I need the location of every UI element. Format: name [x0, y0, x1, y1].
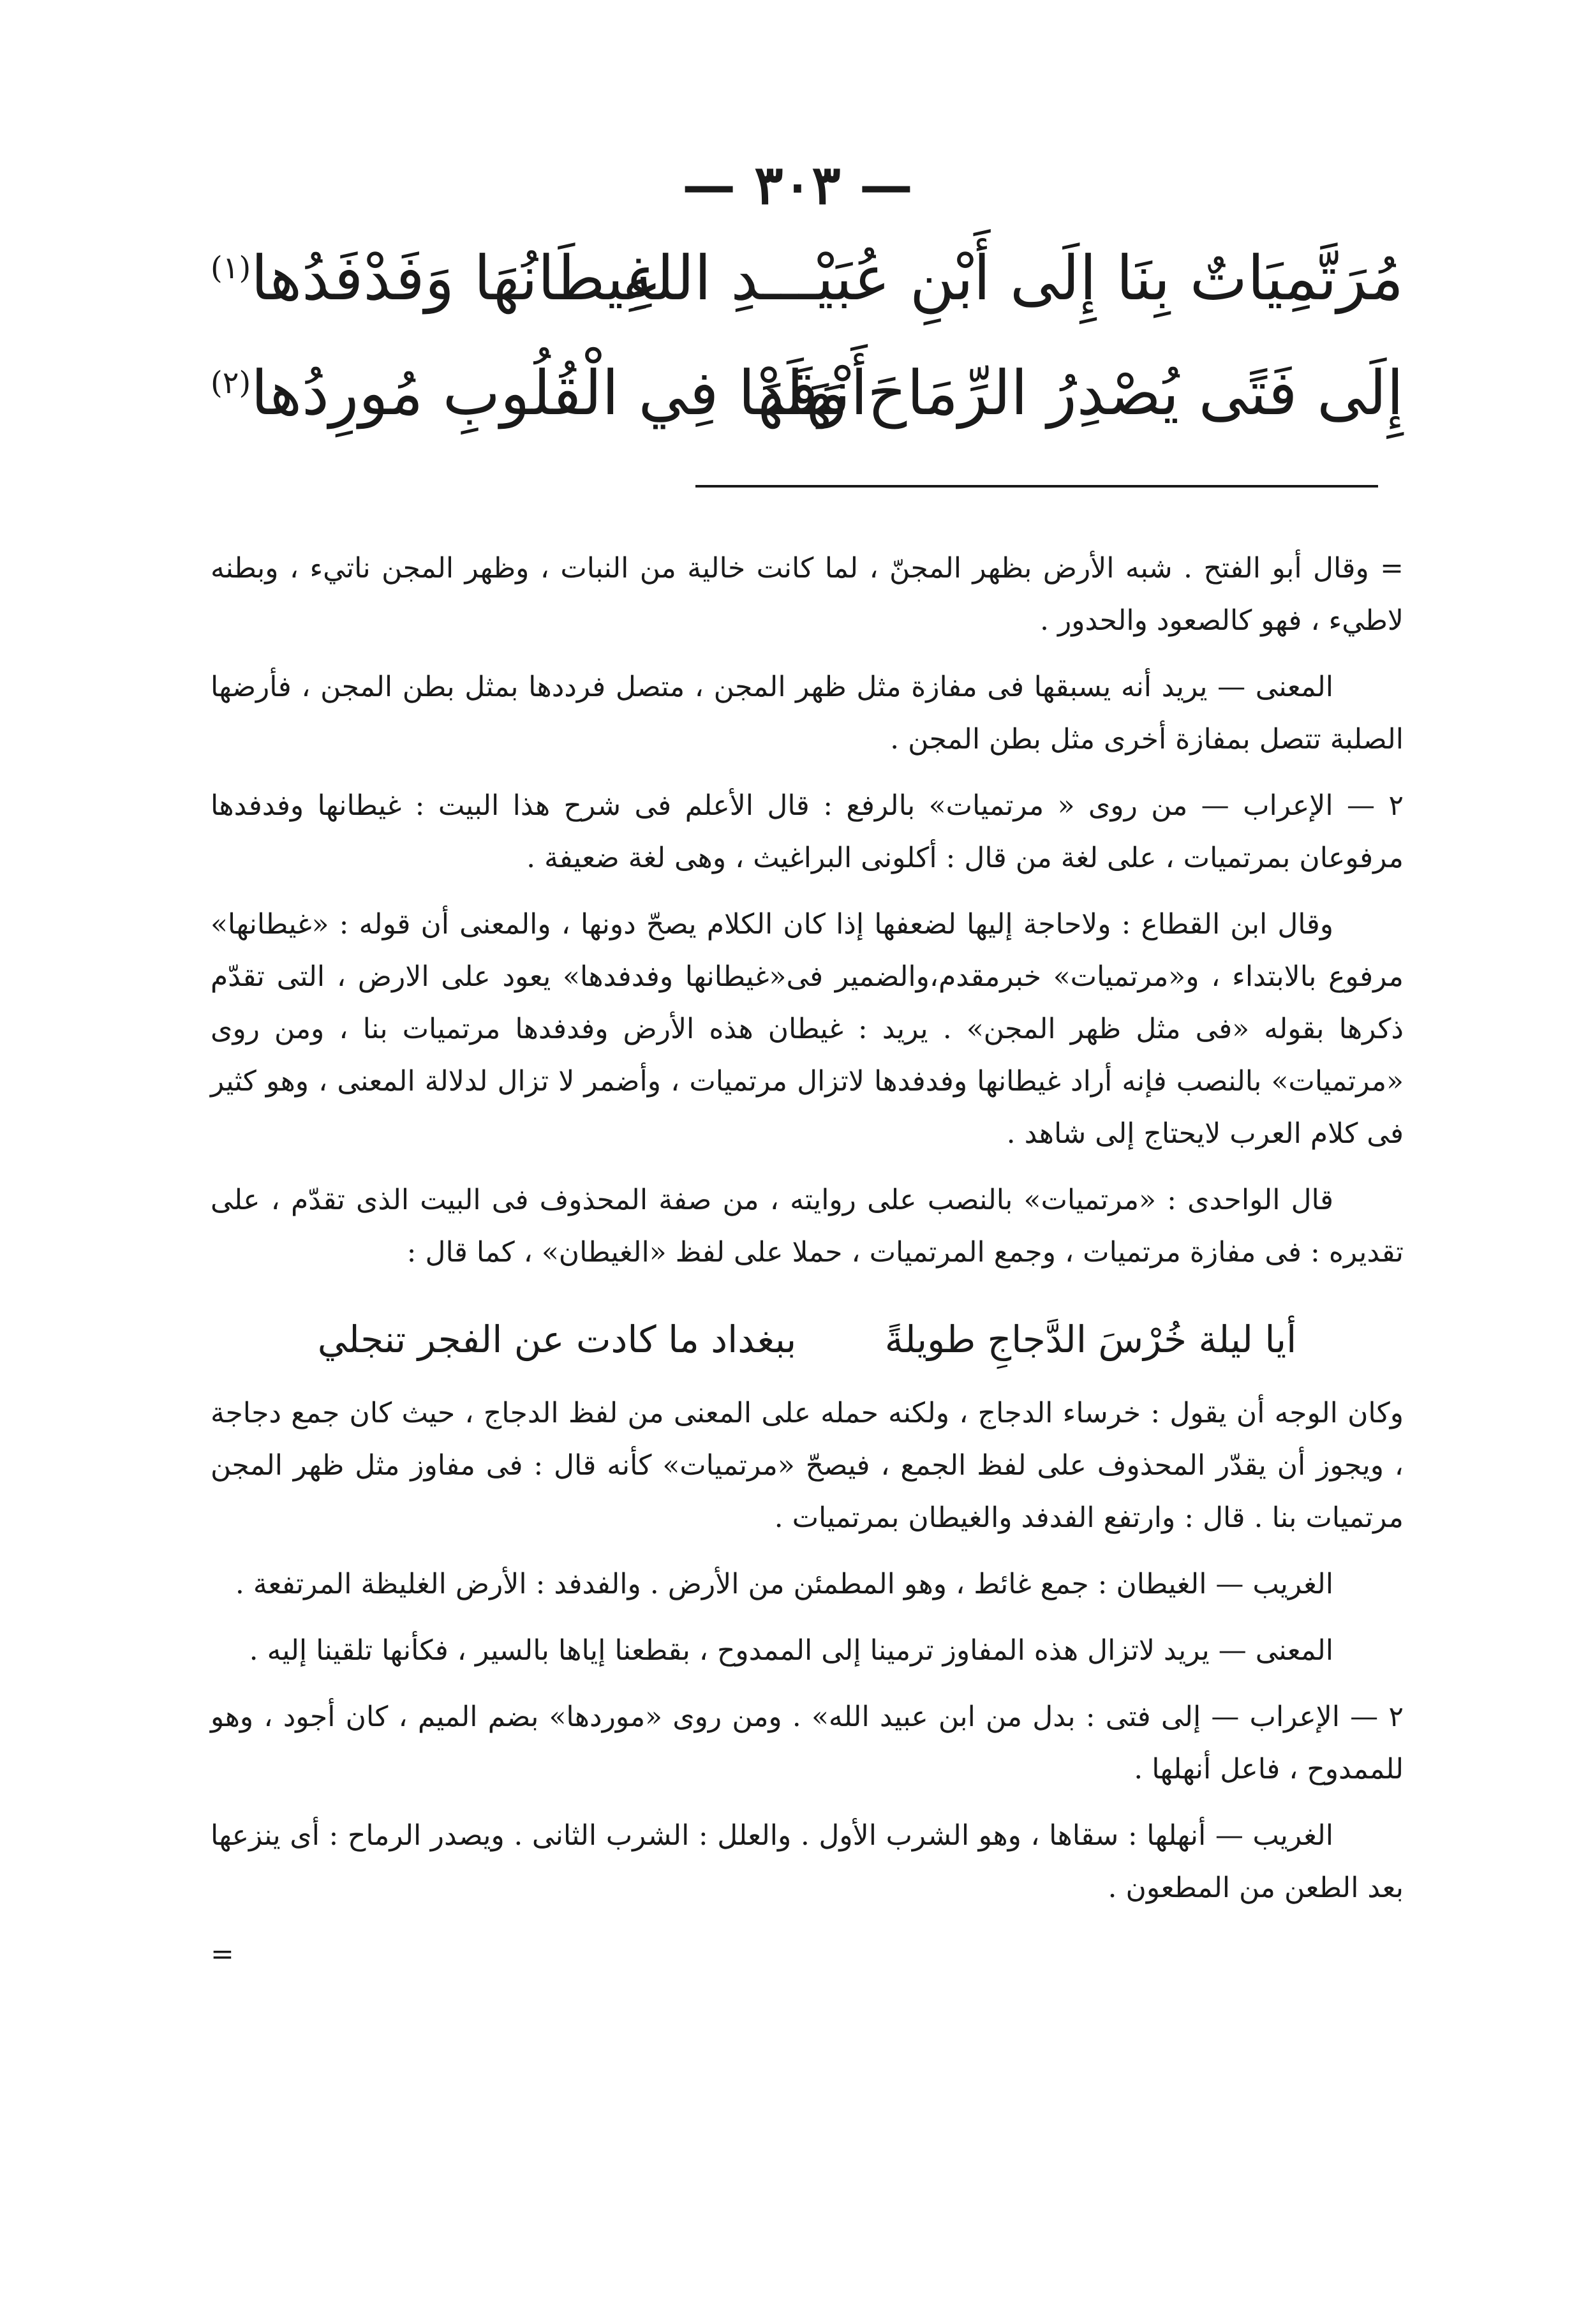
verse-2-hemistich-2 — [211, 357, 868, 429]
quoted-verse-hemistich-2: ببغداد ما كادت عن الفجر تنجلي — [317, 1318, 797, 1361]
verse-1-hemistich-1: مُرَتَّمِيَاتٌ بِنَا إِلَى أَبْنِ عُبَيْـــدِ اللهِ — [622, 242, 1404, 314]
paragraph-vocabulary-1: الغريب — الغيطان : جمع غائط ، وهو المطمئن من الأرض . والفدفد : الأرض الغليظة المرتفعة . — [235, 1568, 1333, 1600]
paragraph-meaning-2: المعنى — يريد لاتزال هذه المفاوز ترمينا إلى الممدوح ، بقطعنا إياها بالسير ، فكأنها تلقينا إليه . — [249, 1634, 1333, 1667]
verse-1-hemistich-2-text: غِيطَانُهَا وَفَدْفَدُها — [251, 242, 657, 314]
quoted-verse-hemistich-1: أيا ليلة خُرْسَ الدَّجاجِ طويلةً — [884, 1318, 1297, 1361]
paragraph-meaning-1: المعنى — يريد أنه يسبقها فى مفازة مثل ظهر المجن ، متصل فرددها بمثل بطن المجن ، فأرضها الصلبة تتصل بمفازة أخرى مثل بطن المجن . — [211, 671, 1404, 756]
footnote-marker-1: (١) — [211, 250, 251, 286]
verse-2-hemistich-2-text: أَنْهَلَهَا فِي الْقُلُوبِ مُورِدُها — [251, 357, 868, 429]
footnote-marker-2: (٢) — [211, 365, 251, 401]
paragraph-grammar-2: ٢ — الإعراب — من روى « مرتميات» بالرفع : قال الأعلم فى شرح هذا البيت : غيطانها وفدفدها مرفوعان بمرتميات ، على لغة من قال : أكلونى البراغيث ، وهى لغة ضعيفة . — [211, 789, 1404, 874]
verse-line-2 — [211, 357, 1404, 453]
commentary — [211, 542, 1404, 1995]
paragraph-continuation: = وقال أبو الفتح . شبه الأرض بظهر المجنّ ، لما كانت خالية من النبات ، وظهر المجن ناتيء ، وبطنه لاطيء ، فهو كالصعود والحدور . — [211, 552, 1404, 637]
paragraph-grammar-3: ٢ — الإعراب — إلى فتى : بدل من ابن عبيد الله» . ومن روى «موردها» بضم الميم ، كان أجود ، وهو للممدوح ، فاعل أنهلها . — [211, 1701, 1404, 1785]
paragraph-vocabulary-2: الغريب — أنهلها : سقاها ، وهو الشرب الأول . والعلل : الشرب الثانى . ويصدر الرماح : أى ينزعها بعد الطعن من المطعون . — [211, 1819, 1404, 1904]
page-number: — ٣٠٣ — — [682, 153, 913, 216]
paragraph-wahidi: قال الواحدى : «مرتميات» بالنصب على روايته ، من صفة المحذوف فى البيت الذى تقدّم ، على تقديره : فى مفازة مرتميات ، وجمع المرتميات ، حملا على لفظ «الغيطان» ، كما قال : — [211, 1184, 1404, 1269]
footnote-divider — [695, 485, 1378, 488]
verse-2-hemistich-1: إِلَى فَتًى يُصْدِرُ الرِّمَاحَ وَقَدْ — [757, 357, 1404, 429]
quoted-verse — [211, 1304, 1404, 1374]
continuation-marker: = — [211, 1938, 234, 1970]
verse-line-1 — [211, 242, 1404, 338]
paragraph-ibn-qatta: وقال ابن القطاع : ولاحاجة إليها لضعفها إذا كان الكلام يصحّ دونها ، والمعنى أن قوله : «غيطانها» مرفوع بالابتداء ، و«مرتميات» خبرمقدم،والضمير فى«غيطانها وفدفدها» يعود على الارض ، التى تقدّم ذكرها بقوله «فى مثل ظهر المجن» . يريد : غيطان هذه الأرض وفدفدها مرتميات بنا ، ومن روى «مرتميات» بالنصب فإنه أراد غيطانها وفدفدها لاتزال مرتميات ، وأضمر لا تزال لدلالة المعنى ، وهو كثير فى كلام العرب لايحتاج إلى شاهد . — [211, 908, 1404, 1150]
paragraph-explanation: وكان الوجه أن يقول : خرساء الدجاج ، ولكنه حمله على المعنى من لفظ الدجاج ، حيث كان جمع دجاجة ، ويجوز أن يقدّر المحذوف على لفظ الجمع ، فيصحّ «مرتميات» كأنه قال : فى مفاوز مثل ظهر المجن مرتميات بنا . قال : وارتفع الفدفد والغيطان بمرتميات . — [211, 1397, 1404, 1534]
verse-1-hemistich-2 — [211, 242, 657, 314]
